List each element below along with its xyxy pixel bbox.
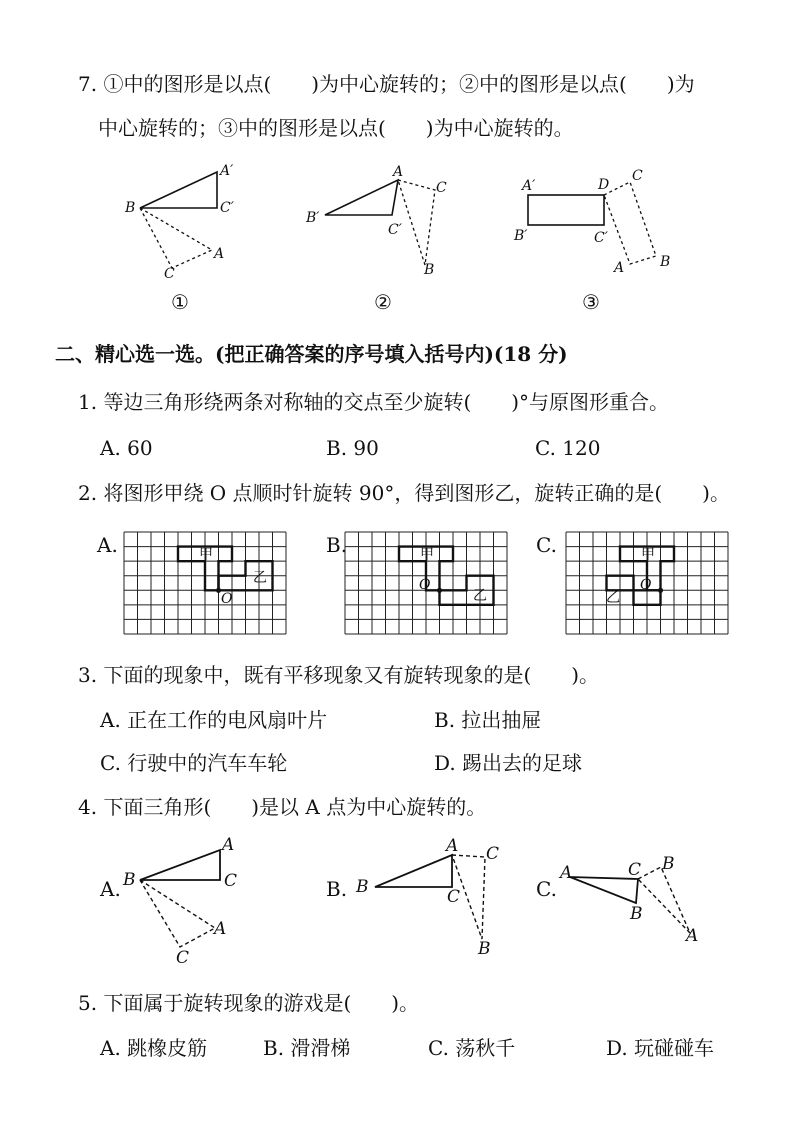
q7f3-label-b: B <box>660 254 671 270</box>
q7-figure-label-2: ② <box>374 290 392 314</box>
q7f3-label-c1: C′ <box>594 230 608 246</box>
q4b-label-b2: B <box>478 939 491 959</box>
q3-option-c[interactable]: C. 行驶中的汽车车轮 <box>100 751 288 775</box>
q3-option-b[interactable]: B. 拉出抽屉 <box>434 708 542 732</box>
q2c-o: O <box>640 577 652 593</box>
q2-option-a-letter[interactable]: A. <box>97 533 118 557</box>
q4c-label-a2: A <box>686 926 699 946</box>
q7-line2: 中心旋转的；③中的图形是以点( )为中心旋转的。 <box>98 116 574 140</box>
q7-figure-label-1: ① <box>171 290 189 314</box>
q4c-label-c: C <box>628 860 642 880</box>
q2-grid-b[interactable] <box>345 532 507 634</box>
q4b-label-c: C <box>486 844 500 864</box>
q2-grid-a[interactable] <box>124 532 286 634</box>
q2a-jia: 甲 <box>199 547 213 563</box>
q7-figure-label-3: ③ <box>582 290 600 314</box>
q4b-label-c2: C <box>447 887 461 907</box>
q4a-label-b: B <box>123 870 136 890</box>
q5-option-a[interactable]: A. 跳橡皮筋 <box>100 1036 208 1060</box>
q1-option-c[interactable]: C. 120 <box>535 436 601 460</box>
q7-figure-3 <box>510 160 680 280</box>
q1-option-a[interactable]: A. 60 <box>100 436 153 460</box>
q5-option-c[interactable]: C. 荡秋千 <box>428 1036 516 1060</box>
q1-text: 1. 等边三角形绕两条对称轴的交点至少旋转( )°与原图形重合。 <box>78 390 670 414</box>
q1-option-b[interactable]: B. 90 <box>326 436 379 460</box>
q7f2-label-b1: B′ <box>306 210 320 226</box>
q4b-label-a: A <box>446 836 459 856</box>
q4a-label-c2: C <box>176 948 190 968</box>
q4-text: 4. 下面三角形( )是以 A 点为中心旋转的。 <box>78 795 487 819</box>
q4-figure-a[interactable] <box>120 835 250 970</box>
q2a-yi: 乙 <box>253 570 267 586</box>
q7f1-label-a1: A′ <box>220 163 234 179</box>
q4a-label-a: A <box>222 835 235 855</box>
q7f3-label-a: A <box>614 260 625 276</box>
q2-option-b-letter[interactable]: B. <box>326 533 348 557</box>
q2a-o: O <box>221 591 233 607</box>
q4c-label-b: B <box>662 854 675 874</box>
q7f3-label-d: D <box>598 177 610 193</box>
q4-figure-c[interactable] <box>558 845 718 960</box>
q7f1-label-a: A <box>214 246 225 262</box>
q7f2-label-b: B <box>424 262 435 278</box>
q4a-label-c: C <box>224 871 238 891</box>
q4c-label-b2: B <box>630 904 643 924</box>
q4-option-b-letter[interactable]: B. <box>326 877 348 901</box>
q2-option-c-letter[interactable]: C. <box>536 533 557 557</box>
q7f2-label-c1: C′ <box>388 222 402 238</box>
q7f3-label-c: C <box>632 168 643 184</box>
q3-text: 3. 下面的现象中，既有平移现象又有旋转现象的是( )。 <box>78 663 600 687</box>
q2c-jia: 甲 <box>641 547 655 563</box>
q5-option-d[interactable]: D. 玩碰碰车 <box>606 1036 715 1060</box>
q4-figure-b[interactable] <box>350 835 510 960</box>
q7-line1: 7. ①中的图形是以点( )为中心旋转的；②中的图形是以点( )为 <box>78 72 695 96</box>
q5-option-b[interactable]: B. 滑滑梯 <box>263 1036 351 1060</box>
q7f1-label-c1: C′ <box>220 200 234 216</box>
q7-figure-1 <box>120 160 240 280</box>
q2b-o: O <box>419 577 431 593</box>
q2b-yi: 乙 <box>473 588 487 604</box>
q7f3-label-b1: B′ <box>514 228 528 244</box>
q2-text: 2. 将图形甲绕 O 点顺时针旋转 90°，得到图形乙，旋转正确的是( )。 <box>78 481 730 505</box>
q7f2-label-c: C <box>436 180 447 196</box>
q5-text: 5. 下面属于旋转现象的游戏是( )。 <box>78 991 420 1015</box>
q3-option-a[interactable]: A. 正在工作的电风扇叶片 <box>100 708 328 732</box>
section-2-heading: 二、精心选一选。(把正确答案的序号填入括号内)(18 分) <box>55 342 568 366</box>
q7f1-label-b: B <box>125 200 136 216</box>
q7f1-label-c: C <box>164 266 175 282</box>
q4a-label-a2: A <box>214 919 227 939</box>
q2-grid-c[interactable] <box>566 532 728 634</box>
q4b-label-b: B <box>356 877 369 897</box>
q3-option-d[interactable]: D. 踢出去的足球 <box>434 751 583 775</box>
q7f2-label-a: A <box>393 164 404 180</box>
q4-option-c-letter[interactable]: C. <box>536 877 557 901</box>
q7f3-label-a1: A′ <box>522 178 536 194</box>
q4c-label-a: A <box>560 863 573 883</box>
q2b-jia: 甲 <box>420 547 434 563</box>
q4-option-a-letter[interactable]: A. <box>100 877 121 901</box>
q2c-yi: 乙 <box>606 590 620 606</box>
q7-figure-2 <box>300 160 460 280</box>
